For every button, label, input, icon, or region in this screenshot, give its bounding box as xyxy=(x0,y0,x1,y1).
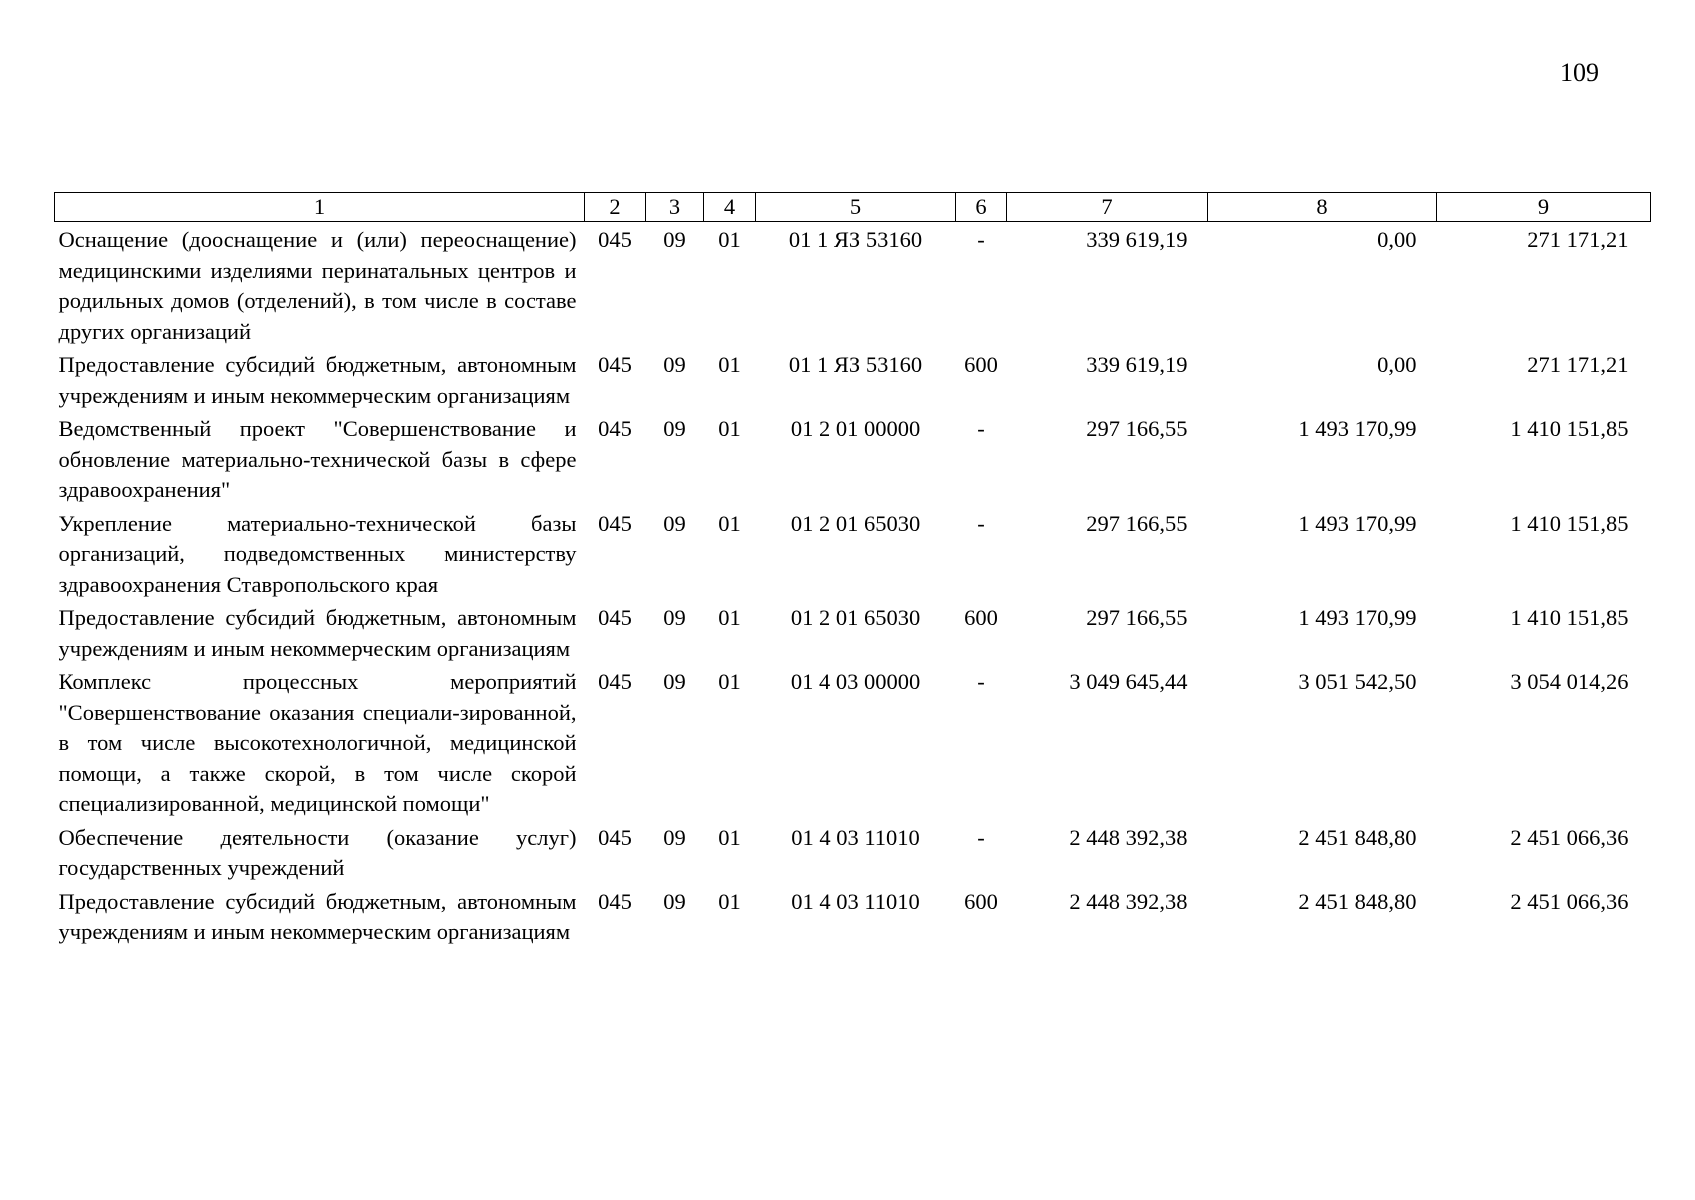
cell-amount-7: 297 166,55 xyxy=(1086,510,1188,536)
cell-amount-8: 1 493 170,99 xyxy=(1298,605,1417,630)
cell-subsection: 01 xyxy=(718,352,741,377)
cell-ministry-code: 045 xyxy=(598,352,632,377)
cell-expense-type: - xyxy=(977,416,985,441)
cell-subsection: 01 xyxy=(718,227,741,252)
column-header-3: 3 xyxy=(646,193,704,222)
cell-amount-7: 297 166,55 xyxy=(1086,416,1188,441)
cell-amount-9: 2 451 066,36 xyxy=(1510,888,1629,914)
cell-amount-8: 2 451 848,80 xyxy=(1298,888,1417,914)
row-name: Оснащение (дооснащение и (или) переоснащение) медицинскими изделиями перинатальных центров и родильных домов (отделений), в том числе в составе других организаций xyxy=(58,227,577,344)
cell-amount-9: 1 410 151,85 xyxy=(1510,510,1629,536)
cell-expense-type: - xyxy=(977,824,985,850)
row-name: Обеспечение деятельности (оказание услуг) государственных учреждений xyxy=(58,824,577,880)
cell-section: 09 xyxy=(663,605,686,630)
cell-amount-7: 339 619,19 xyxy=(1086,227,1188,252)
cell-section: 09 xyxy=(663,824,686,850)
column-header-8: 8 xyxy=(1208,193,1437,222)
cell-expense-type: 600 xyxy=(964,605,998,630)
cell-subsection: 01 xyxy=(718,510,741,536)
cell-ministry-code: 045 xyxy=(598,510,632,536)
cell-amount-9: 1 410 151,85 xyxy=(1510,605,1629,630)
cell-target-article: 01 4 03 11010 xyxy=(791,888,920,914)
cell-amount-9: 271 171,21 xyxy=(1527,352,1629,377)
cell-amount-9: 3 054 014,26 xyxy=(1510,669,1629,694)
column-header-6: 6 xyxy=(956,193,1007,222)
table-row xyxy=(55,664,1651,820)
cell-target-article: 01 2 01 65030 xyxy=(790,605,921,630)
cell-section: 09 xyxy=(663,669,686,694)
cell-subsection: 01 xyxy=(718,669,741,694)
column-header-9: 9 xyxy=(1437,193,1651,222)
table-row xyxy=(55,600,1651,664)
cell-section: 09 xyxy=(663,416,686,441)
cell-target-article: 01 4 03 11010 xyxy=(791,824,920,850)
cell-amount-8: 1 493 170,99 xyxy=(1298,416,1417,441)
row-name: Комплекс процессных мероприятий "Совершенствование оказания специали-зированной, в том числе высокотехнологичной, медицинской помощи, а также скорой, в том числе скорой специализированной, медицинской помощи" xyxy=(58,669,577,816)
cell-target-article: 01 2 01 00000 xyxy=(790,416,921,441)
cell-subsection: 01 xyxy=(718,888,741,914)
column-header-1: 1 xyxy=(55,193,585,222)
cell-subsection: 01 xyxy=(718,416,741,441)
cell-section: 09 xyxy=(663,510,686,536)
cell-subsection: 01 xyxy=(718,605,741,630)
cell-amount-9: 2 451 066,36 xyxy=(1510,824,1629,850)
cell-amount-8: 0,00 xyxy=(1377,352,1417,377)
cell-amount-9: 271 171,21 xyxy=(1527,227,1629,252)
table-row xyxy=(55,347,1651,411)
column-header-2: 2 xyxy=(585,193,646,222)
cell-amount-7: 339 619,19 xyxy=(1086,352,1188,377)
table-row xyxy=(55,506,1651,601)
cell-amount-7: 3 049 645,44 xyxy=(1069,669,1188,694)
column-header-5: 5 xyxy=(756,193,956,222)
table-row xyxy=(55,222,1651,348)
cell-section: 09 xyxy=(663,352,686,377)
row-name: Укрепление материально-технической базы организаций, подведомственных министерству здравоохранения Ставропольского края xyxy=(58,510,577,597)
cell-amount-7: 297 166,55 xyxy=(1086,605,1188,630)
cell-amount-8: 2 451 848,80 xyxy=(1298,824,1417,850)
table-row xyxy=(55,411,1651,506)
cell-section: 09 xyxy=(663,227,686,252)
cell-subsection: 01 xyxy=(718,824,741,850)
cell-ministry-code: 045 xyxy=(598,227,632,252)
cell-ministry-code: 045 xyxy=(598,888,632,914)
cell-expense-type: - xyxy=(977,669,985,694)
cell-expense-type: 600 xyxy=(964,888,998,914)
cell-amount-8: 0,00 xyxy=(1377,227,1417,252)
cell-target-article: 01 1 ЯЗ 53160 xyxy=(788,227,923,252)
cell-ministry-code: 045 xyxy=(598,824,632,850)
cell-ministry-code: 045 xyxy=(598,605,632,630)
table-row xyxy=(55,820,1651,884)
cell-target-article: 01 1 ЯЗ 53160 xyxy=(788,352,923,377)
budget-table xyxy=(54,192,1651,948)
cell-amount-7: 2 448 392,38 xyxy=(1069,888,1188,914)
row-name: Предоставление субсидий бюджетным, автономным учреждениям и иным некоммерческим организациям xyxy=(58,605,577,661)
cell-amount-8: 1 493 170,99 xyxy=(1298,510,1417,536)
cell-amount-7: 2 448 392,38 xyxy=(1069,824,1188,850)
cell-target-article: 01 2 01 65030 xyxy=(790,510,921,536)
header-row xyxy=(55,193,1651,222)
cell-ministry-code: 045 xyxy=(598,669,632,694)
row-name: Предоставление субсидий бюджетным, автономным учреждениям и иным некоммерческим организациям xyxy=(58,352,577,408)
cell-amount-9: 1 410 151,85 xyxy=(1510,416,1629,441)
column-header-7: 7 xyxy=(1007,193,1208,222)
cell-expense-type: - xyxy=(977,227,985,252)
row-name: Ведомственный проект "Совершенствование и обновление материально-технической базы в сфере здравоохранения" xyxy=(58,416,577,502)
page-number: 109 xyxy=(1560,58,1599,87)
column-header-4: 4 xyxy=(704,193,756,222)
cell-expense-type: - xyxy=(977,510,985,536)
table-row xyxy=(55,884,1651,948)
cell-target-article: 01 4 03 00000 xyxy=(790,669,921,694)
cell-ministry-code: 045 xyxy=(598,416,632,441)
row-name: Предоставление субсидий бюджетным, автономным учреждениям и иным некоммерческим организациям xyxy=(58,888,577,944)
cell-amount-8: 3 051 542,50 xyxy=(1298,669,1417,694)
cell-section: 09 xyxy=(663,888,686,914)
cell-expense-type: 600 xyxy=(964,352,998,377)
